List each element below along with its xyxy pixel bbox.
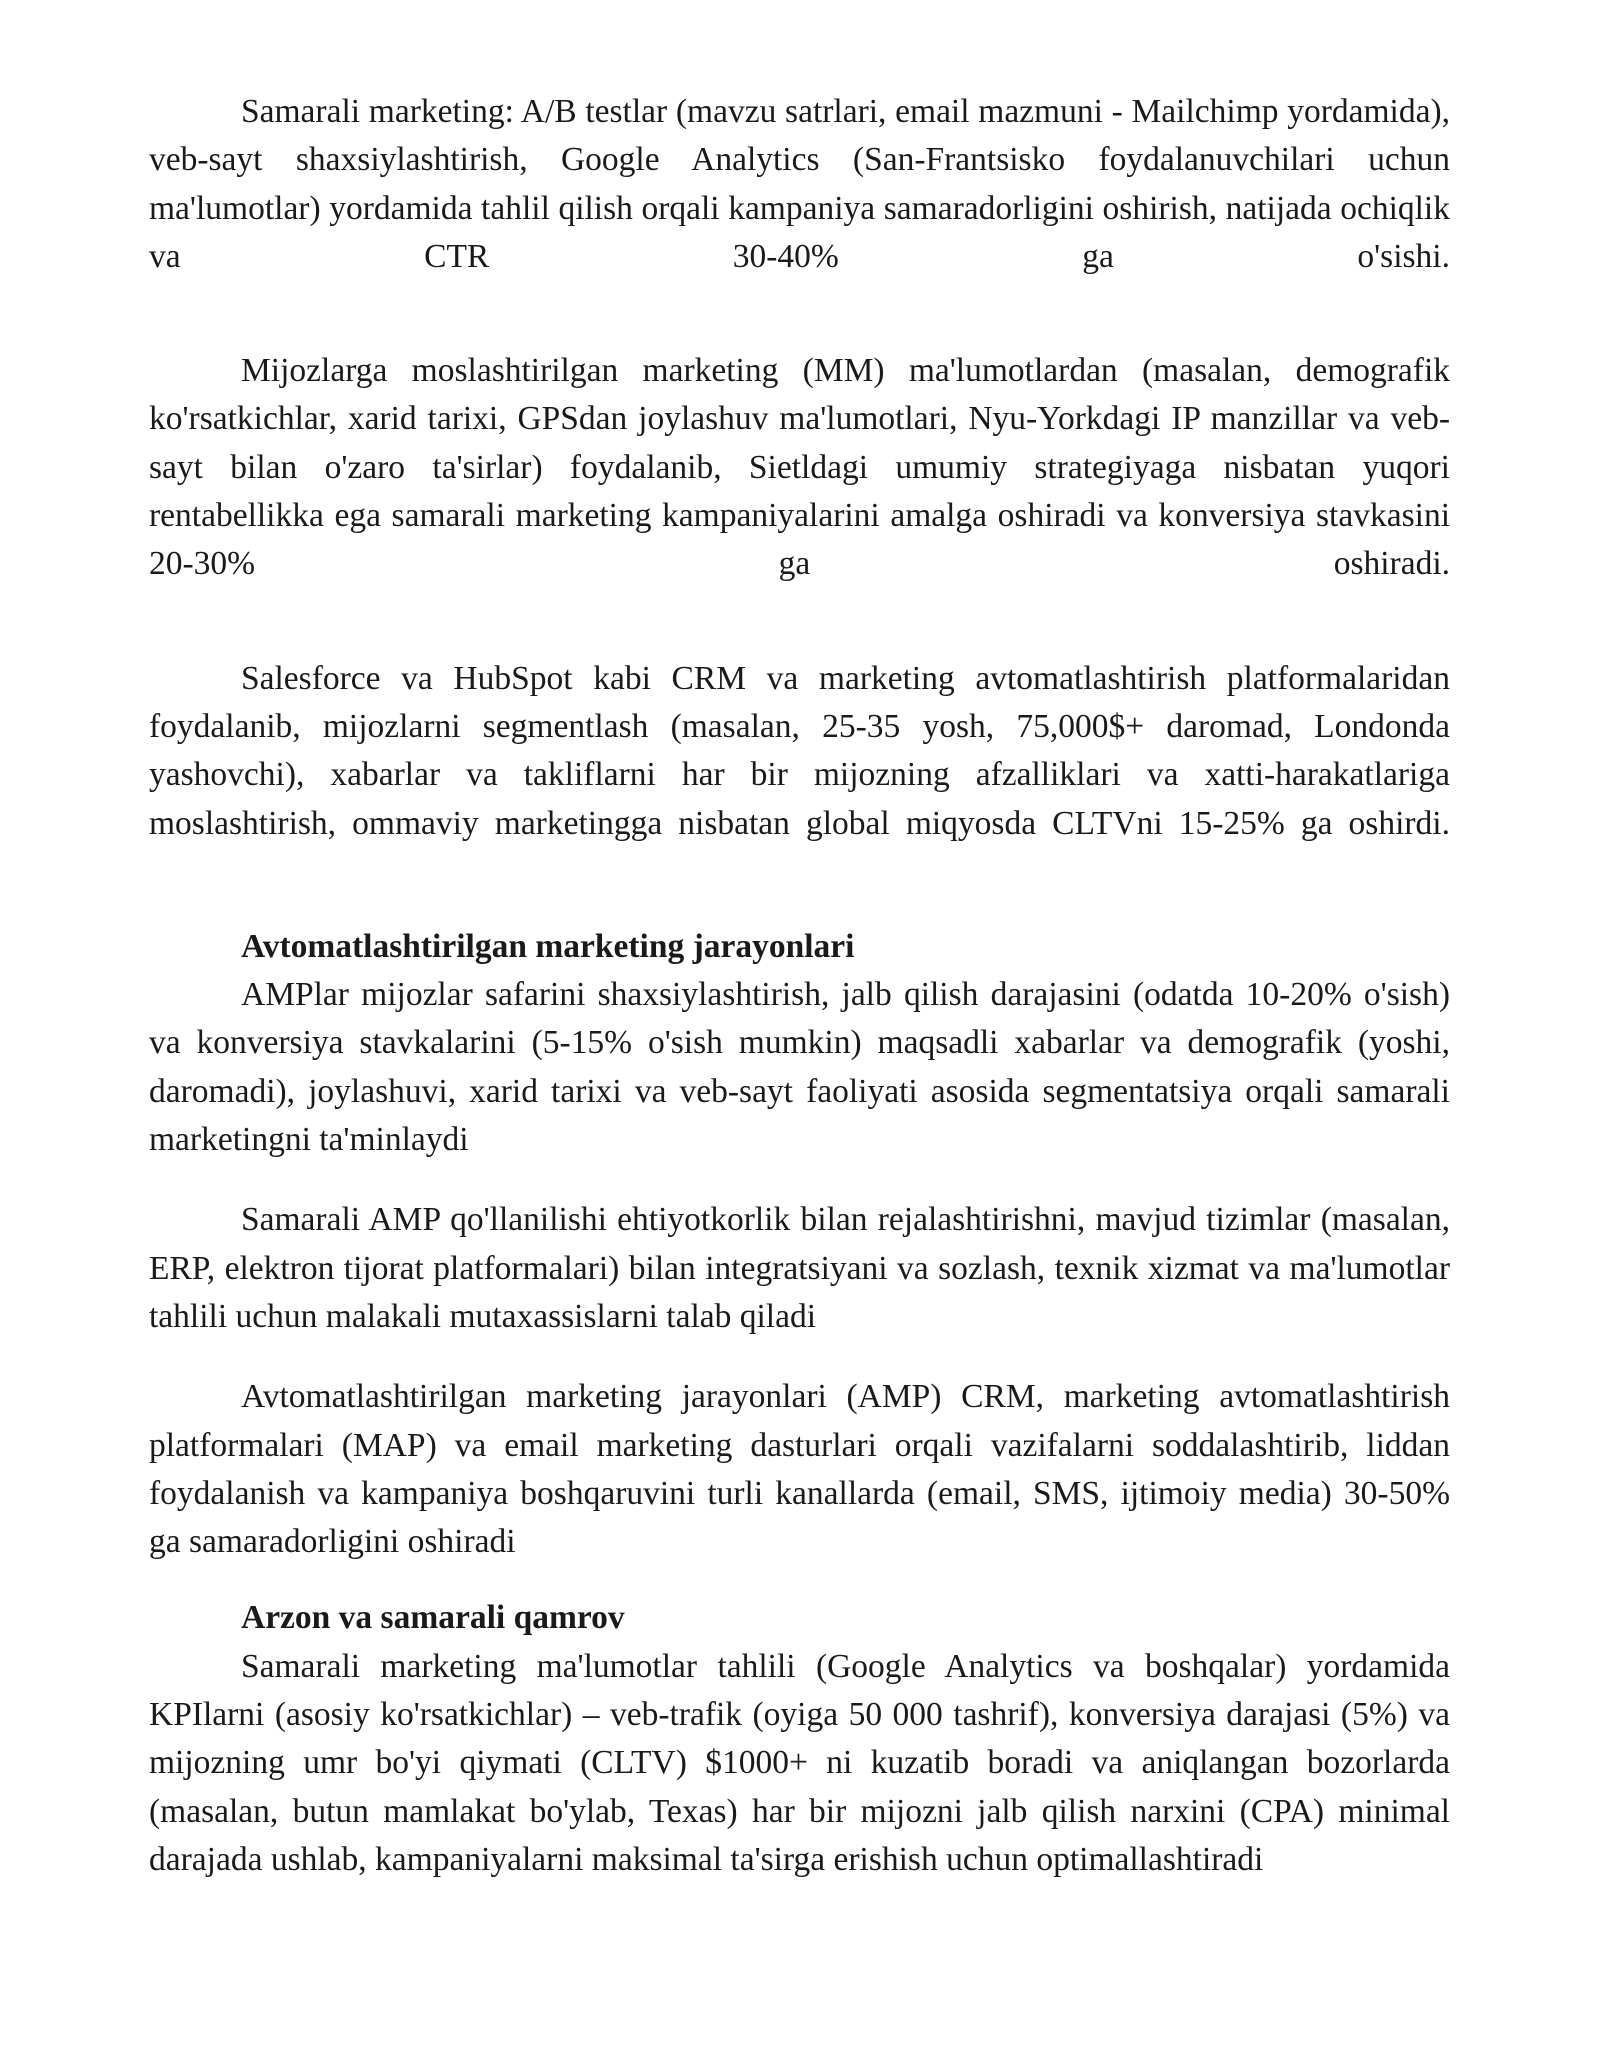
paragraph-kpi-analytics: Samarali marketing ma'lumotlar tahlili (Google Analytics va boshqalar) yordamida KPIlarni (asosiy ko'rsatkichlar) – veb-trafik (oyiga 50 000 tashrif), konversiya darajasi (5%) va mijozning umr bo'yi qiymati (CLTV) $1000+ ni kuzatib boradi va aniqlangan bozorlarda (masalan, butun mamlakat bo'ylab, Texas) har bir mijozni jalb qilish narxini (CPA) minimal darajada ushlab, kampaniyalarni maksimal ta'sirga erishish uchun optimallashtiradi [149,1647,1450,1878]
paragraph-amp-implementation: Samarali AMP qo'llanilishi ehtiyotkorlik bilan rejalashtirishni, mavjud tizimlar (masalan, ERP, elektron tijorat platformalari) bilan integratsiyani va sozlash, texnik xizmat va ma'lumotlar tahlili uchun malakali mutaxassislarni talab qiladi [149,1201,1450,1335]
spacer [149,589,1450,655]
paragraph-ab-testing: Samarali marketing: A/B testlar (mavzu satrlari, email mazmuni - Mailchimp yordamida), veb-sayt shaxsiylashtirish, Google Analytics (San-Frantsisko foydalanuvchilari uchun ma'lumotlar) yordamida tahlil qilish orqali kampaniya samaradorligini oshirish, natijada ochiqlik va CTR 30-40% ga o'sishi. [149,93,1450,275]
spacer [149,1164,1450,1196]
spacer [149,848,1450,923]
paragraph-amp-efficiency: Avtomatlashtirilgan marketing jarayonlari (AMP) CRM, marketing avtomatlashtirish platformalari (MAP) va email marketing dasturlari orqali vazifalarni soddalashtirib, liddan foydalanish va kampaniya boshqaruvini turli kanallarda (email, SMS, ijtimoiy media) 30-50% ga samaradorligini oshiradi [149,1378,1450,1561]
section-heading-affordable-reach: Arzon va samarali qamrov [241,1599,625,1637]
spacer [149,281,1450,347]
paragraph-amp-personalization: AMPlar mijozlar safarini shaxsiylashtirish, jalb qilish darajasini (odatda 10-20% o'sish) va konversiya stavkalarini (5-15% o'sish mumkin) maqsadli xabarlar va demografik (yoshi, daromadi), joylashuvi, xarid tarixi va veb-sayt faoliyati asosida segmentatsiya orqali samarali marketingni ta'minlaydi [149,976,1450,1159]
paragraph-customized-marketing: Mijozlarga moslashtirilgan marketing (MM) ma'lumotlardan (masalan, demografik ko'rsatkichlar, xarid tarixi, GPSdan joylashuv ma'lumotlari, Nyu-Yorkdagi IP manzillar va veb-sayt bilan o'zaro ta'sirlar) foydalanib, Sietldagi umumiy strategiyaga nisbatan yuqori rentabellikka ega samarali marketing kampaniyalarini amalga oshiradi va konversiya stavkasini 20-30% ga oshiradi. [149,352,1450,583]
document-page [149,88,1450,1884]
paragraph-crm-platforms: Salesforce va HubSpot kabi CRM va marketing avtomatlashtirish platformalaridan foydalanib, mijozlarni segmentlash (masalan, 25-35 yosh, 75,000$+ daromad, Londonda yashovchi), xabarlar va takliflarni har bir mijozning afzalliklari va xatti-harakatlariga moslashtirish, ommaviy marketingga nisbatan global miqyosda CLTVni 15-25% ga oshirdi. [149,659,1450,842]
spacer [149,1566,1450,1594]
section-heading-automated-marketing: Avtomatlashtirilgan marketing jarayonlari [241,927,855,965]
spacer [149,1341,1450,1373]
